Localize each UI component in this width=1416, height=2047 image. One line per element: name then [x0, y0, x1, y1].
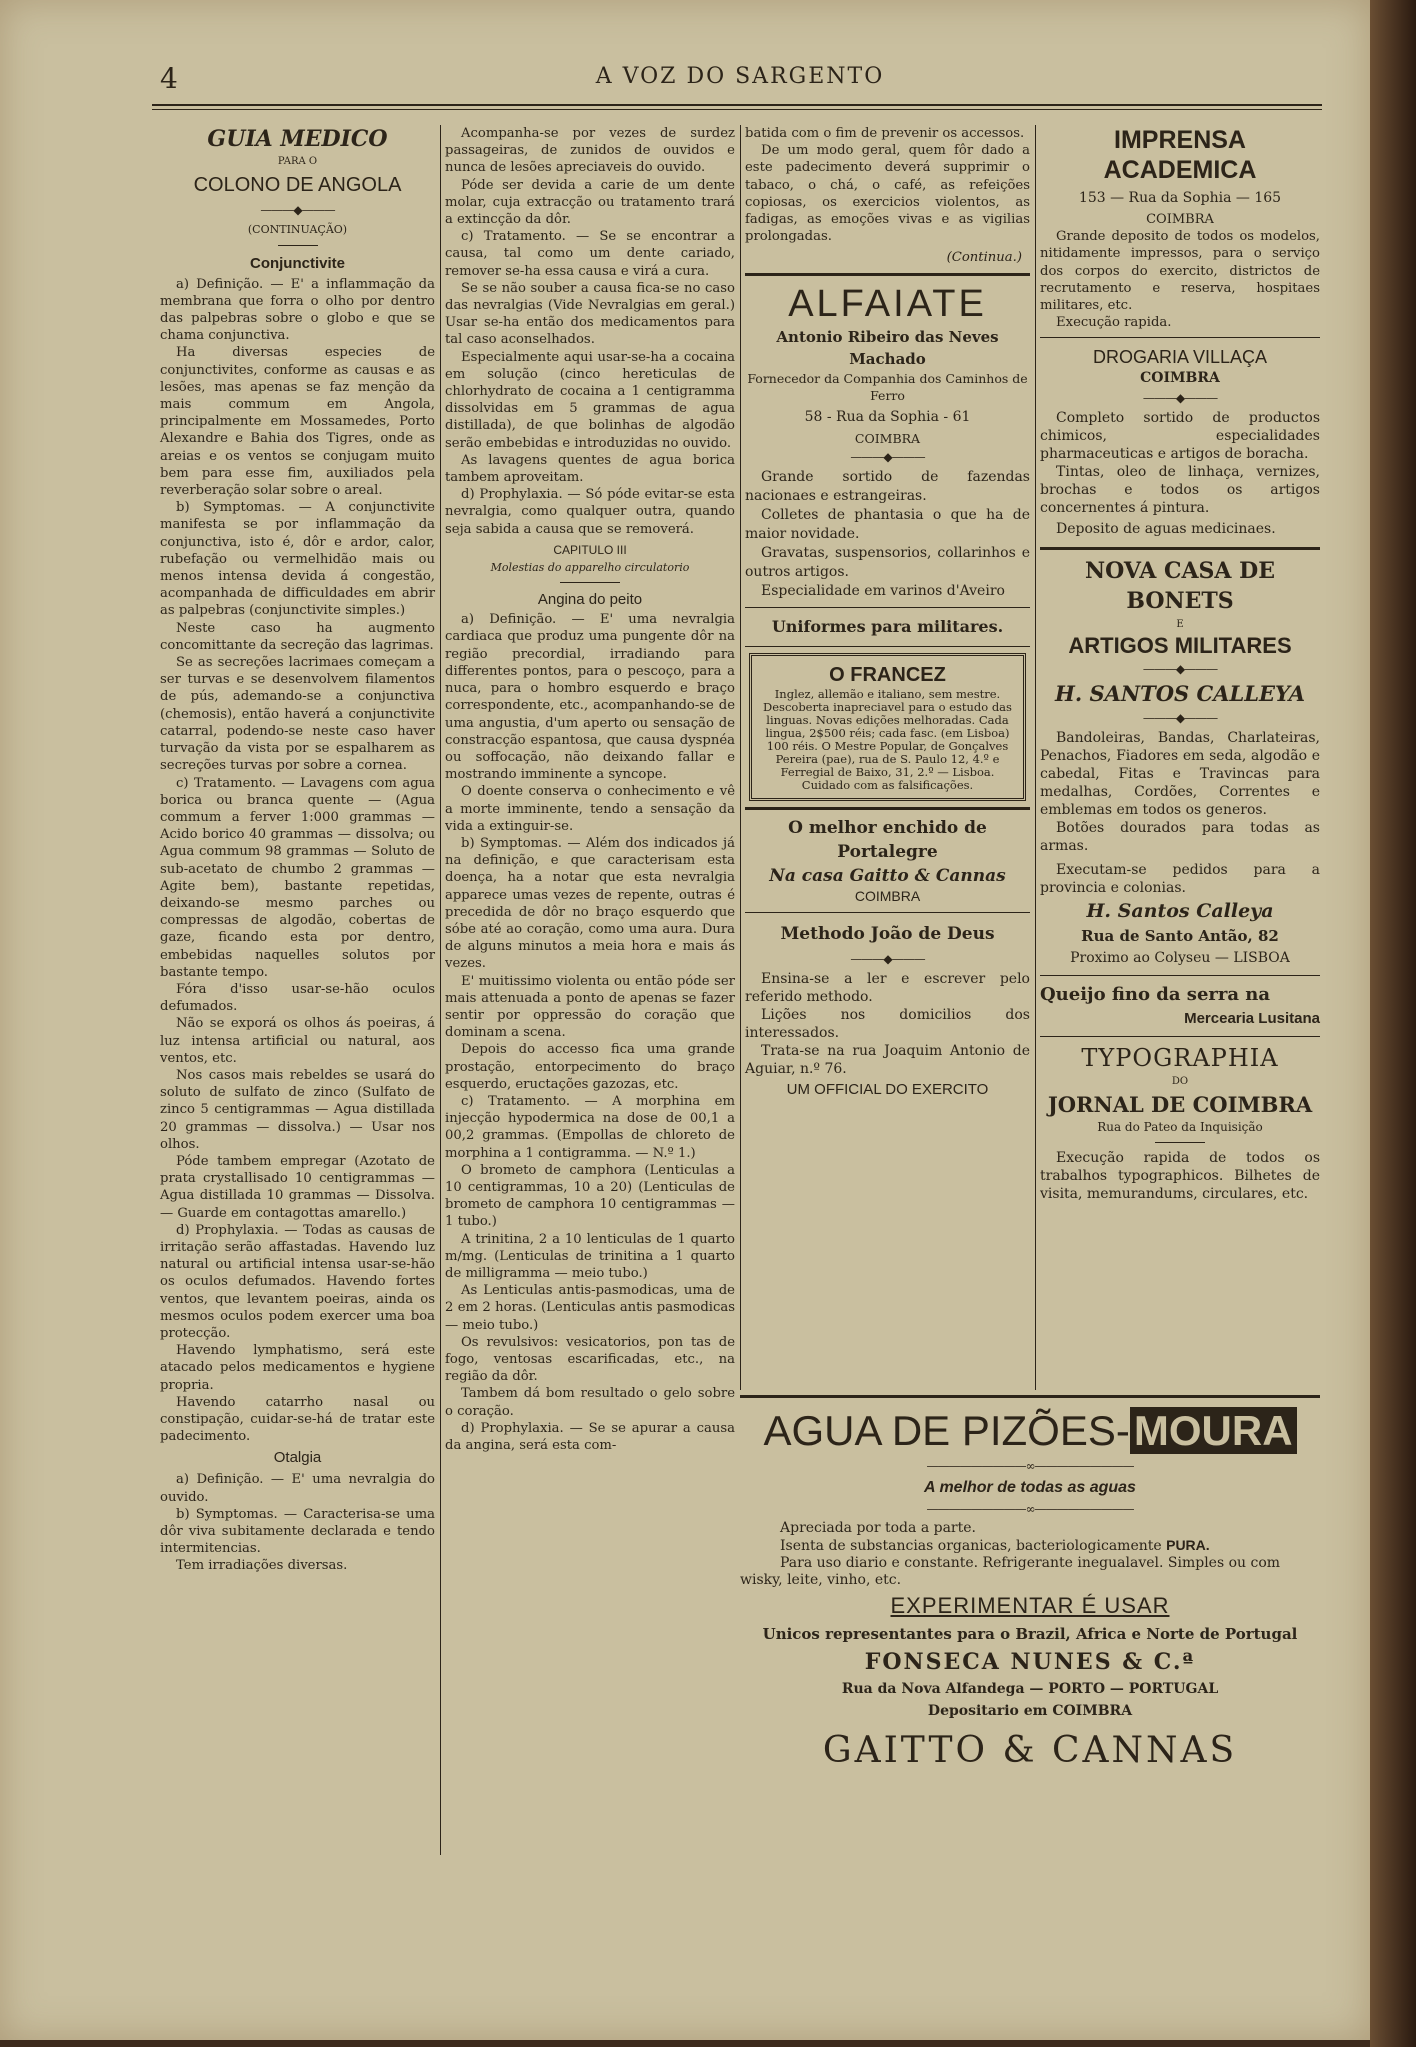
ad-title: O FRANCEZ: [829, 664, 946, 687]
ornament-divider: —————————∞—————————: [926, 1502, 1134, 1516]
paragraph: Tintas, oleo de linhaça, vernizes, brochas e todos os artigos concernentes á pintura.: [1040, 463, 1320, 516]
header-rule-thin: [152, 109, 1322, 110]
ad-depositary: Depositario em COIMBRA: [927, 1703, 1133, 1719]
page-number: 4: [160, 62, 178, 95]
divider: [745, 807, 1030, 810]
ad-subtitle: Fornecedor da Companhia dos Caminhos de Ferro: [747, 370, 1028, 403]
paragraph: Não se exporá os olhos ás poeiras, á luz intensa artificial ou natural, aos ventos, etc.: [160, 1016, 435, 1066]
ad-enchido-shop: Na casa Gaitto & Cannas: [769, 866, 1006, 887]
paragraph: Para uso diario e constante. Refrigerante inegualavel. Simples ou com wisky, leite, vinho, etc.: [740, 1555, 1281, 1588]
divider: [745, 646, 1030, 647]
ad-queijo-title: Queijo fino da serra na: [1040, 984, 1271, 1006]
paragraph: Executam-se pedidos para a provincia e colonias.: [1040, 862, 1320, 897]
paragraph: b) Symptomas. — Além dos indicados já na definição, e que caracterisam esta doença, ha a notar que esta nevralgia apparece umas vezes de repente, outras é precedida de dôr no braço esquerdo que sóbe até ao coração, como uma aura. Dura de alguns minutos a meia hora e mais ás vezes.: [445, 835, 735, 972]
masthead: A VOZ DO SARGENTO: [595, 64, 885, 89]
ad-address: 153 — Rua da Sophia — 165: [1078, 190, 1282, 206]
paragraph: a) Definição. — E' uma nevralgia cardiaca que produz uma pungente dôr na região precordial, irradiando para differentes pontos, para o pescoço, para a nuca, para o hombro esquerdo e braço correspondente, etc., acompanhando-se de uma angustia, d'um aperto ou sensação de constracção espantosa, que causa dyspnéa ou soffocação, não deixando fallar e mostrando imminente a syncope.: [445, 612, 735, 783]
divider: [1040, 975, 1320, 976]
chapter-heading: CAPITULO III: [553, 542, 627, 557]
page-header: [160, 62, 1320, 96]
divider: [1040, 547, 1320, 550]
paragraph: Trata-se na rua Joaquim Antonio de Aguiar, n.º 76.: [745, 1042, 1030, 1077]
paragraph: Ensina-se a ler e escrever pelo referido methodo.: [745, 970, 1030, 1005]
ad-title: ALFAIATE: [788, 282, 987, 325]
ornament-divider: ———◆———: [1142, 711, 1218, 726]
paragraph: Bandoleiras, Bandas, Charlateiras, Penachos, Fiadores em seda, algodão e cabedal, Fitas e Travincas para medalhas, Cordões, Correntes e emblemas em todos os generos.: [1040, 730, 1320, 819]
paragraph: Fóra d'isso usar-se-hão oculos defumados.: [160, 981, 435, 1015]
ad-company: FONSECA NUNES & C.ª: [864, 1649, 1196, 1675]
paragraph: Completo sortido de productos chimicos, especialidades pharmaceuticas e artigos de boracha.: [1040, 409, 1320, 462]
paragraph: Tambem dá bom resultado o gelo sobre o coração.: [445, 1386, 735, 1419]
ad-address: Rua de Santo Antão, 82: [1081, 927, 1279, 946]
paragraph: Havendo lymphatismo, será este atacado pelos medicamentos e hygiene propria.: [160, 1343, 435, 1393]
paragraph: c) Tratamento. — Se se encontrar a causa, tal como um dente cariado, remover se-ha essa causa e virá a cura.: [445, 229, 735, 279]
ad-city: COIMBRA: [1140, 370, 1220, 387]
ad-address: Rua da Nova Alfandega — PORTO — PORTUGAL: [841, 1681, 1219, 1697]
divider: [278, 245, 318, 246]
chapter-subheading: Molestias do apparelho circulatorio: [490, 561, 690, 575]
paragraph: batida com o fim de prevenir os accessos.: [745, 126, 1025, 141]
paragraph: Grande sortido de fazendas nacionaes e estrangeiras.: [745, 469, 1030, 505]
paragraph: Tem irradiações diversas.: [176, 1558, 348, 1574]
ad-representatives: Unicos representantes para o Brazil, Africa e Norte de Portugal: [762, 1625, 1298, 1643]
ad-title: AGUA DE PIZÕES-: [763, 1407, 1130, 1454]
section-heading: Otalgia: [273, 1449, 322, 1467]
ad-enchido-title: O melhor enchido de Portalegre: [788, 818, 987, 863]
ad-metodo-title: Methodo João de Deus: [780, 923, 995, 944]
ad-name: Antonio Ribeiro das Neves Machado: [776, 327, 999, 368]
paragraph: a) Definição. — E' uma nevralgia do ouvido.: [160, 1472, 435, 1505]
ad-conjunction: E: [1176, 618, 1184, 630]
ad-address: Rua do Pateo da Inquisição: [1097, 1119, 1263, 1134]
divider: [745, 607, 1030, 608]
ad-city: COIMBRA: [1146, 212, 1214, 227]
paragraph: d) Prophylaxia. — Só póde evitar-se esta nevralgia, como qualquer outra, quando seja sabida a causa que se removerá.: [445, 487, 735, 537]
article-para: PARA O: [277, 156, 318, 167]
paragraph: Os revulsivos: vesicatorios, pon tas de fogo, ventosas escarificadas, etc., na região da dôr.: [445, 1334, 735, 1385]
ornament-divider: ———◆———: [850, 450, 925, 465]
paragraph: d) Prophylaxia. — Se se apurar a causa da angina, será esta com-: [445, 1420, 735, 1454]
paragraph: c) Tratamento. — Lavagens com agua borica ou branca quente — (Agua commum a ferver 1:000 grammas — Acido borico 40 grammas — dissolva; ou Agua commum 98 grammas — Soluto de sub-acetato de chumbo 2 grammas — Agite bem), bastante repetidas, deixando-se mesmo parches ou compressas de algodão, cobertas de gaze, ficando esta por dentro, embebidas naquelles solutos por bastante tempo.: [160, 775, 435, 980]
divider: [1040, 337, 1320, 338]
ad-uniformes: Uniformes para militares.: [771, 617, 1004, 637]
ad-address: 58 - Rua da Sophia - 61: [804, 409, 971, 426]
paragraph: As lavagens quentes de agua borica tambem aproveitam.: [445, 452, 735, 486]
paragraph: Havendo catarrho nasal ou constipação, cuidar-se-há de tratar este padecimento.: [160, 1394, 435, 1445]
ads-column-3: [745, 125, 1030, 1102]
column-divider: [1035, 125, 1036, 1390]
paragraph: A trinitina, 2 a 10 lenticulas de 1 quarto m/mg. (Lenticulas de trinitina a 1 quarto de milligramma — meio tubo.): [445, 1231, 735, 1281]
ad-jornal-title: JORNAL DE COIMBRA: [1047, 1091, 1313, 1117]
ornament-divider: ———◆———: [1142, 390, 1218, 405]
emphasis: PURA.: [1166, 1537, 1210, 1553]
ad-location: Proximo ao Colyseu — LISBOA: [1070, 950, 1290, 967]
paragraph: Nos casos mais rebeldes se usará do soluto de sulfato de zinco (Sulfato de zinco 5 centigrammas — Agua distillada 20 grammas — dissolva.) — Usar nos olhos.: [160, 1067, 435, 1152]
ad-imprensa-title: IMPRENSA ACADEMICA: [1103, 126, 1257, 184]
ad-drogaria-title: DROGARIA VILLAÇA: [1092, 347, 1268, 368]
paragraph: Lições nos domicilios dos interessados.: [745, 1006, 1030, 1041]
ad-body: Inglez, allemão e italiano, sem mestre. Descoberta inapreciavel para o estudo das linguas. Novas edições melhoradas. Cada lingua, 2$500 réis; cada fasc. (em Lisboa) 100 réis. O Mestre Popular, de Gonçalves Pereira (pae), rua de S. Paulo 12, 4.º e Ferregial de Baixo, 31, 2.º — Lisboa. Cuidado com as falsificações.: [763, 687, 1012, 793]
ads-column-4: [1040, 125, 1320, 1203]
paragraph: Deposito de aguas medicinaes.: [1056, 520, 1276, 537]
paragraph: a) Definição. — E' a inflammação da membrana que forra o olho por dentro das palpebras sobre o globo e que se chama conjunctiva.: [160, 276, 435, 344]
paragraph-line: [780, 1537, 1320, 1555]
ornament-divider: ———◆———: [850, 951, 925, 966]
article-column-1: [160, 125, 435, 1575]
paragraph: Neste caso ha augmento concomittante da secreção das lagrimas.: [160, 620, 435, 653]
ad-gaitto: GAITTO & CANNAS: [822, 1730, 1238, 1771]
paragraph: Colletes de phantasia o que ha de maior novidade.: [745, 507, 1030, 543]
page-edge: [1370, 0, 1416, 2047]
section-heading: Conjunctivite: [249, 254, 345, 272]
paragraph: Apreciada por toda a parte.: [780, 1520, 976, 1536]
ad-calleya-name: H. SANTOS CALLEYA: [1054, 681, 1305, 707]
ad-mercearia: Mercearia Lusitana: [1184, 1010, 1320, 1028]
paragraph: Execução rapida.: [1056, 315, 1172, 331]
paragraph: De um modo geral, quem fôr dado a este padecimento deverá supprimir o tabaco, o chá, o café, as refeições copiosas, os exercicios violentos, as fadigas, as emoções vivas e as vigilias prolongadas.: [745, 143, 1030, 245]
paragraph: Especialmente aqui usar-se-ha a cocaina em solução (cinco hereticulas de chlorhydrato de cocaina a 1 centigramma dissolvidas em 5 grammas de agua distillada), de que bolinhas de algodão serão embebidas e introduzidas no ouvido.: [445, 349, 735, 451]
continua-label: (Continua.): [946, 250, 1022, 266]
paragraph: Botões dourados para todas as armas.: [1040, 820, 1320, 855]
paragraph: Grande deposito de todos os modelos, nitidamente impressos, para o serviço dos corpos do exercito, districtos de recrutamento e reserva, hospitaes militares, etc.: [1040, 229, 1320, 314]
ad-slogan: EXPERIMENTAR É USAR: [890, 1593, 1170, 1618]
article-column-2: [445, 125, 735, 1454]
paragraph: Ha diversas especies de conjunctivites, conforme as causas e as lesões, mas apenas se faz menção da mais commum em Angola, principalmente em Mossamedes, Porto Alexandre e Bahia dos Tigres, onde as areias e os ventos se conjugam muito bem para esse fim, auxiliados pela reverberação solar sobre o areal.: [160, 345, 435, 499]
paragraph: Isenta de substancias organicas, bacteriologicamente: [780, 1538, 1162, 1554]
paragraph: Se se não souber a causa fica-se no caso das nevralgias (Vide Nevralgias em geral.) Usar se-ha então dos medicamentos para tal caso aconselhados.: [445, 280, 735, 348]
ornament-divider: ———◆———: [1142, 662, 1218, 677]
paragraph: Gravatas, suspensorios, collarinhos e outros artigos.: [745, 545, 1030, 581]
ad-calleya-signature: H. Santos Calleya: [1086, 900, 1274, 923]
paragraph: b) Symptomas. — A conjunctivite manifesta se por inflammação da conjunctiva, isto é, dôr e ardor, calor, rubefação ou vermelhidão mais ou menos intensa devida á congestão, acompanhada de difficuldades em abrir as palpebras (conjunctivite simples.): [160, 500, 435, 619]
ad-city: COIMBRA: [854, 888, 921, 905]
paragraph: Acompanha-se por vezes de surdez passageiras, de zunidos de ouvidos e nunca de lesões apreciaveis do ouvido.: [445, 126, 735, 176]
ad-signature: UM OFFICIAL DO EXERCITO: [786, 1080, 989, 1098]
ad-body: [740, 1520, 1320, 1555]
continuation-label: (CONTINUAÇÃO): [247, 223, 348, 237]
paragraph: Póde tambem empregar (Azotato de prata crystallisado 10 centigrammas — Agua distillada 10 grammas — Dissolva. — Guarde em contagottas amarello.): [160, 1153, 435, 1221]
paragraph: As Lenticulas antis-pasmodicas, uma de 2 em 2 horas. (Lenticulas antis pasmodicas — meio tubo.): [445, 1283, 735, 1333]
paragraph: Depois do accesso fica uma grande prostação, entorpecimento do braço esquerdo, eructações gazozas, etc.: [445, 1042, 735, 1092]
paragraph: c) Tratamento. — A morphina em injecção hypodermica na dose de 00,1 a 00,2 grammas. (Empollas de chloreto de morphina a 1 contigramma. — N.º 1.): [445, 1093, 735, 1161]
divider: [1155, 1142, 1205, 1143]
paragraph: E' muitissimo violenta ou então póde ser mais attenuada a ponto de apenas se fazer sentir por oppressão do coração que dominam a scena.: [445, 973, 735, 1041]
paragraph: Se as secreções lacrimaes começam a ser turvas e se desenvolvem filamentos de pús, ademando-se a conjunctiva (chemosis), então haverá a conjunctivite catarral, podendo-se neste caso haver turvação da vista por se espalharem as secreções turvas por sobre a cornea.: [160, 655, 435, 774]
ad-agua-de-pizoes: [740, 1395, 1320, 1779]
ornament-divider: ———◆———: [260, 203, 335, 218]
article-subtitle: COLONO DE ANGOLA: [193, 174, 402, 197]
paragraph: O brometo de camphora (Lenticulas a 10 centigrammas, 10 a 20) (Lenticulas de brometo de camphora 10 centigrammas — 1 tubo.): [445, 1162, 735, 1230]
divider: [745, 273, 1030, 276]
divider: [740, 1395, 1320, 1398]
article-title: GUIA MEDICO: [207, 126, 388, 152]
paragraph: O doente conserva o conhecimento e vê a morte imminente, tendo a sensação da vida a extinguir-se.: [445, 784, 735, 834]
paragraph: b) Symptomas. — Caracterisa-se uma dôr viva subitamente declarada e tendo intermitencias.: [160, 1506, 435, 1557]
divider: [745, 912, 1030, 913]
ad-title-line: [740, 1406, 1320, 1456]
paragraph: Especialidade em varinos d'Aveiro: [761, 583, 1005, 600]
ad-bonets-subtitle: ARTIGOS MILITARES: [1068, 633, 1292, 659]
ad-conjunction: DO: [1171, 1076, 1189, 1088]
ad-city: COIMBRA: [854, 431, 921, 447]
divider: [560, 582, 620, 583]
header-rule: [152, 104, 1322, 106]
ad-brand: MOURA: [1130, 1407, 1297, 1454]
ad-o-francez: [749, 653, 1026, 801]
paragraph: d) Prophylaxia. — Todas as causas de irritação serão affastadas. Havendo luz natural ou artificial intensa usar-se-hão os oculos defumados. Havendo fortes ventos, que levantem poeiras, ainda os mesmos oculos podem exercer uma boa protecção.: [160, 1222, 435, 1341]
ad-typographia-title: TYPOGRAPHIA: [1081, 1044, 1279, 1073]
ornament-divider: —————————∞—————————: [926, 1459, 1134, 1473]
divider: [1040, 1036, 1320, 1037]
paragraph: Póde ser devida a carie de um dente molar, cuja extracção ou tratamento trará a extincção da dôr.: [445, 177, 735, 228]
column-divider: [440, 125, 441, 1855]
column-divider: [740, 125, 741, 1390]
ad-bonets-title: NOVA CASA DE BONETS: [1084, 557, 1276, 614]
paragraph: Execução rapida de todos os trabalhos typographicos. Bilhetes de visita, memurandums, circulares, etc.: [1040, 1149, 1320, 1202]
section-heading: Angina do peito: [537, 591, 643, 609]
ad-subtitle: A melhor de todas as aguas: [924, 1479, 1136, 1496]
ad-alfaiate: [745, 282, 1030, 641]
